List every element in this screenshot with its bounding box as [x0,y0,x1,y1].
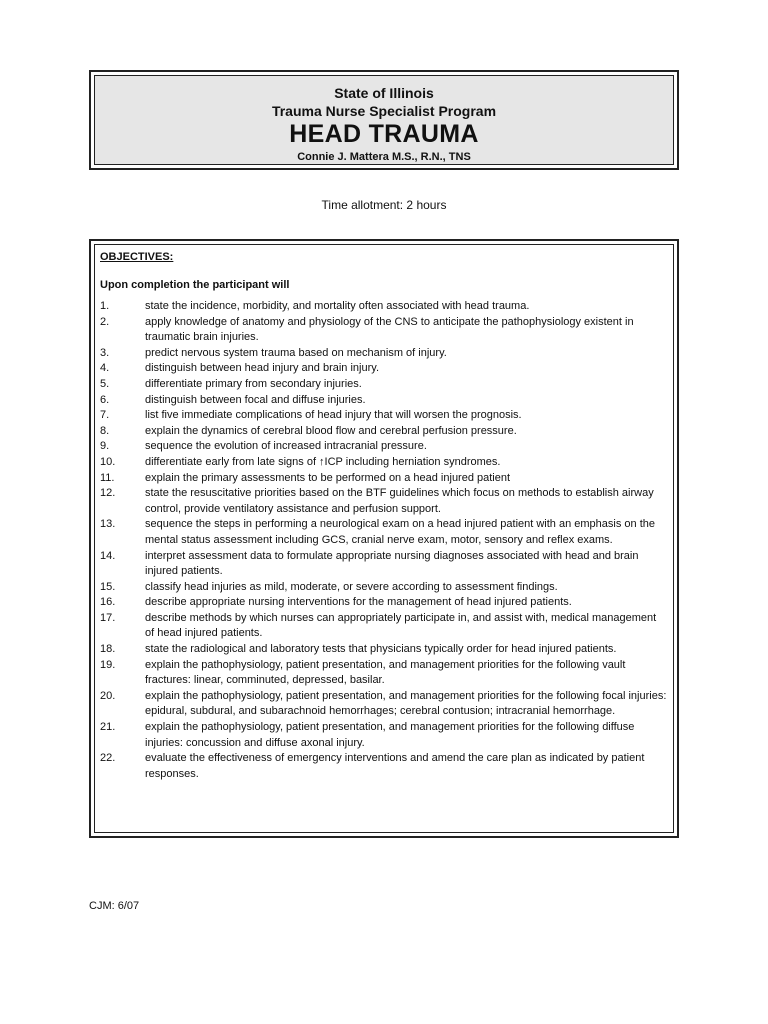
objective-item [100,346,668,362]
objective-item [100,455,668,471]
objective-item [100,377,668,393]
title-box [89,70,679,170]
objective-text: distinguish between head injury and brain injury. [145,362,379,375]
objective-text: differentiate early from late signs of ↑ICP including herniation syndromes. [145,455,501,468]
header-program: Trauma Nurse Specialist Program [271,103,497,119]
objective-number: 17. [100,611,116,624]
objective-text: differentiate primary from secondary injuries. [145,377,362,390]
objective-number: 11. [100,471,115,484]
objective-number: 6. [100,393,110,406]
objectives-list [100,299,668,782]
objective-number: 18. [100,643,116,656]
objective-item [100,408,668,424]
objectives-heading: OBJECTIVES: [100,251,174,263]
objective-number: 22. [100,752,116,765]
objective-item [100,471,668,487]
footer-revision: CJM: 6/07 [89,900,140,912]
header-author: Connie J. Mattera M.S., R.N., TNS [297,151,471,163]
objective-number: 13. [100,518,116,531]
objective-number: 8. [100,424,110,437]
objective-text: explain the primary assessments to be performed on a head injured patient [145,471,511,484]
objective-number: 21. [100,721,116,734]
objective-number: 10. [100,455,116,468]
objective-item [100,361,668,377]
objective-item [100,689,668,720]
objective-text: predict nervous system trauma based on mechanism of injury. [145,346,447,359]
objective-item [100,299,668,315]
objective-text: explain the pathophysiology, patient presentation, and management priorities for the following diffuse injuries: concussion and diffuse axonal injury. [145,721,635,749]
objectives-intro: Upon completion the participant will [100,279,290,291]
objective-text: describe methods by which nurses can appropriately participate in, and assist with, medical management of head injured patients. [145,611,657,640]
objective-item [100,580,668,596]
objective-text: state the radiological and laboratory tests that physicians typically order for head injured patients. [145,643,617,656]
objective-item [100,315,668,346]
objective-text: explain the pathophysiology, patient presentation, and management priorities for the following vault fractures: linear, comminuted, depressed, basilar. [145,658,626,687]
objective-text: distinguish between focal and diffuse injuries. [145,393,366,406]
objective-item [100,611,668,642]
objective-text: state the resuscitative priorities based on the BTF guidelines which focus on methods to establish airway control, provide ventilatory assistance and perfusion support. [145,487,654,515]
objectives-box-inner [94,244,674,833]
page-title: HEAD TRAUMA [289,120,479,148]
objective-number: 7. [100,409,110,422]
objective-number: 9. [100,440,110,453]
objective-text: interpret assessment data to formulate appropriate nursing diagnoses associated with head and brain injured patients. [145,549,639,578]
objective-number: 4. [100,362,110,375]
objective-text: explain the dynamics of cerebral blood flow and cerebral perfusion pressure. [145,424,517,437]
objective-number: 15. [100,580,116,593]
objective-item [100,486,668,517]
objective-item [100,720,668,751]
objective-text: state the incidence, morbidity, and mortality often associated with head trauma. [145,300,530,312]
objective-text: evaluate the effectiveness of emergency interventions and amend the care plan as indicated by patient responses. [145,752,645,780]
objective-text: classify head injuries as mild, moderate, or severe according to assessment findings. [145,580,558,593]
header-state: State of Illinois [334,85,434,101]
objective-number: 19. [100,658,116,671]
objective-item [100,642,668,658]
objective-item [100,595,668,611]
title-box-inner [94,75,674,165]
objective-number: 3. [100,346,110,359]
objective-number: 16. [100,596,116,609]
objective-number: 1. [100,300,110,312]
objective-number: 20. [100,689,116,702]
objective-text: sequence the evolution of increased intracranial pressure. [145,440,427,453]
objectives-box [89,239,679,838]
objective-number: 2. [100,315,110,328]
objective-number: 5. [100,377,110,390]
objective-text: sequence the steps in performing a neurological exam on a head injured patient with an emphasis on the mental status assessment including GCS, cranial nerve exam, motor, sensory and reflex exams. [145,518,655,546]
objective-text: list five immediate complications of head injury that will worsen the prognosis. [145,409,522,422]
objective-item [100,424,668,440]
objective-number: 14. [100,549,116,562]
time-allotment: Time allotment: 2 hours [321,198,447,212]
objective-item [100,439,668,455]
objective-text: describe appropriate nursing interventions for the management of head injured patients. [145,596,572,609]
objective-item [100,517,668,548]
objective-item [100,658,668,689]
objective-text: apply knowledge of anatomy and physiology of the CNS to anticipate the pathophysiology existent in traumatic brain injuries. [145,315,634,344]
objective-number: 12. [100,487,116,500]
objective-item [100,751,668,782]
objective-item [100,393,668,409]
objective-item [100,549,668,580]
objective-text: explain the pathophysiology, patient presentation, and management priorities for the following focal injuries: epidural, subdural, and subarachnoid hemorrhages; cerebral contusion; intracranial hemorrhage. [145,689,667,718]
